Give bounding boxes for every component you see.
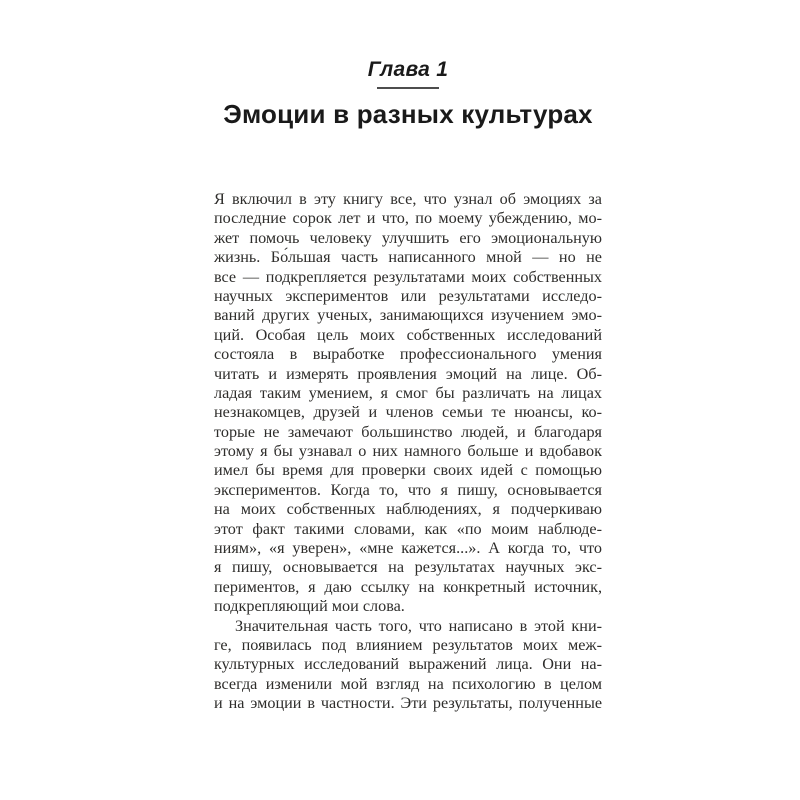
body-text-line: ладая таким умением, я смог бы различать на лицах <box>214 383 602 402</box>
body-text-line: подкрепляющий мои слова. <box>214 597 405 616</box>
body-text-line: Значительная часть того, что написано в этой кни- <box>235 616 602 635</box>
chapter-rule-divider <box>377 87 439 89</box>
body-text-line: состояла в выработке профессионального умения <box>214 345 602 364</box>
body-text-line: Я включил в эту книгу все, что узнал об эмоциях за <box>214 190 602 208</box>
body-text-line: всегда изменили мой взгляд на психологию в целом <box>214 674 602 693</box>
body-text-line: этому я бы узнавал о них намного больше и вдобавок <box>214 442 602 461</box>
body-text-line: и на эмоции в частности. Эти результаты, полученные <box>214 694 602 713</box>
body-text-line: периментов, я даю ссылку на конкретный источник, <box>214 577 602 596</box>
body-text-line: торые не замечают большинство людей, и благодаря <box>214 422 602 441</box>
body-text-line: ций. Особая цель моих собственных исследований <box>214 325 602 344</box>
chapter-title: Эмоции в разных культурах <box>223 99 593 129</box>
body-text-line: я пишу, основывается на результатах научных экс- <box>214 558 602 577</box>
body-text-line: читать и измерять проявления эмоций на лице. Об- <box>214 364 602 383</box>
body-text-line: на моих собственных наблюдениях, я подчеркиваю <box>214 500 602 519</box>
body-text-line: все — подкрепляется результатами моих собственных <box>214 267 602 286</box>
body-text-line: жизнь. Бо́льшая часть написанного мной — но не <box>214 248 602 267</box>
body-text-line: экспериментов. Когда то, что я пишу, основывается <box>214 480 602 499</box>
body-text-line: последние сорок лет и что, по моему убеждению, мо- <box>214 209 602 228</box>
body-text-line: ниям», «я уверен», «мне кажется...». А когда то, что <box>214 539 602 558</box>
body-text-line: незнакомцев, друзей и членов семьи те нюансы, ко- <box>214 403 602 422</box>
body-text-line: научных экспериментов или результатами исследо- <box>214 286 602 305</box>
body-text-line: имел бы время для проверки своих идей с помощью <box>214 461 602 480</box>
body-text-line: культурных исследований выражений лица. Они на- <box>214 655 602 674</box>
body-text-line: этот факт такими словами, как «по моим наблюде- <box>214 519 602 538</box>
chapter-label: Глава 1 <box>367 58 449 81</box>
body-text-line: жет помочь человеку улучшить его эмоциональную <box>214 228 602 247</box>
body-text-line: ваний других ученых, занимающихся изучением эмо- <box>214 306 602 325</box>
body-text-line: ге, появилась под влиянием результатов моих меж- <box>214 635 602 654</box>
body-text <box>214 190 602 714</box>
